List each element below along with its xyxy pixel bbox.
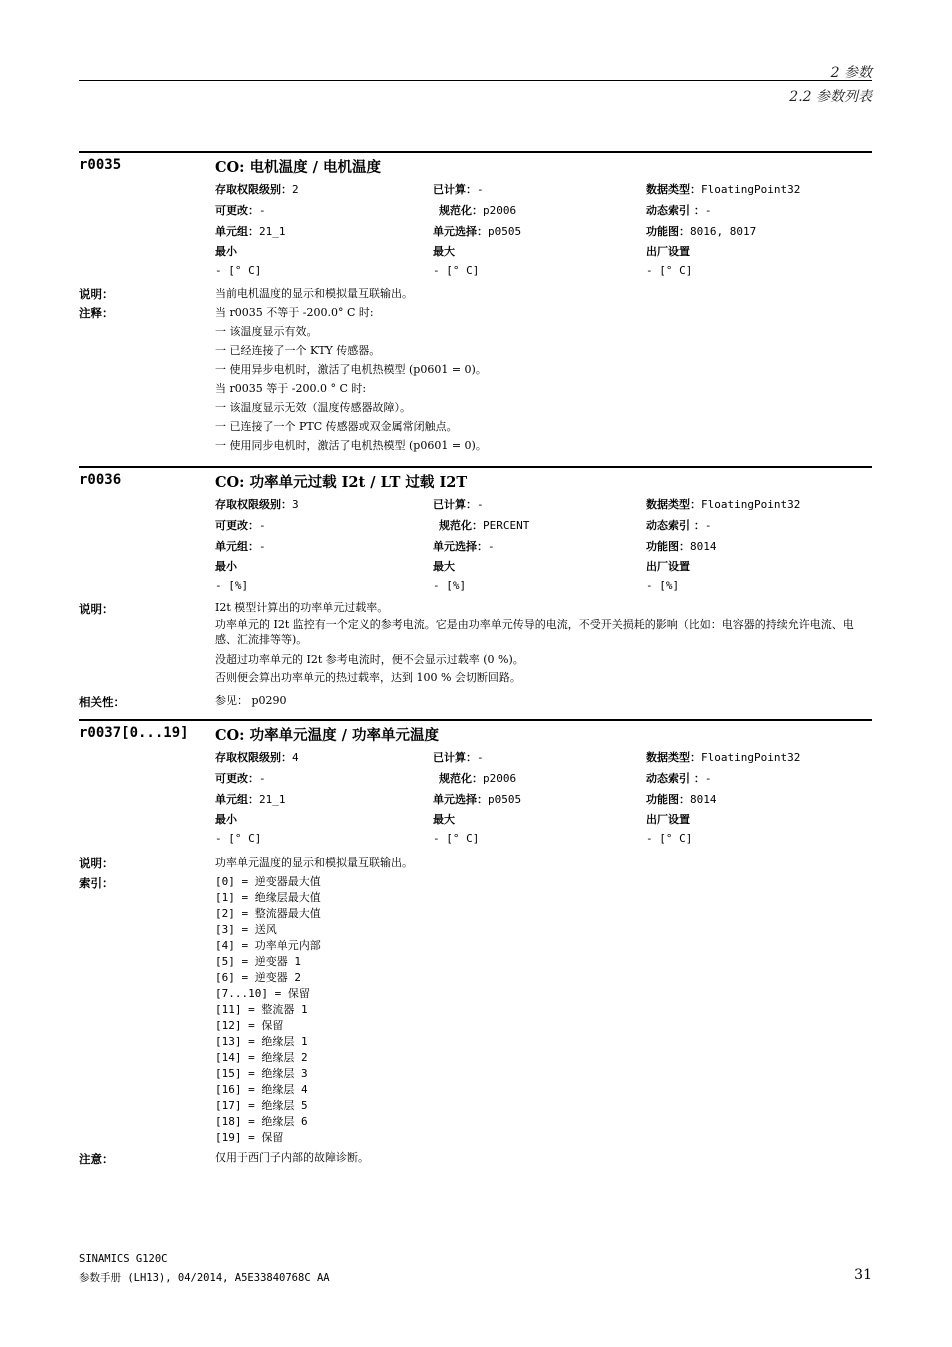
desc-text bbox=[215, 599, 875, 687]
note-line: 一 使用同步电机时，激活了电机热模型 (p0601 = 0)。 bbox=[215, 439, 487, 452]
unitsel-label: 单元选择： bbox=[433, 540, 488, 553]
unitsel-value: p0505 bbox=[488, 225, 522, 238]
depend-text bbox=[215, 691, 875, 710]
funcdiag-label: 功能图： bbox=[646, 540, 690, 553]
min-label: 最小 bbox=[215, 813, 237, 826]
min-value: - [° C] bbox=[215, 832, 262, 845]
datatype-value: FloatingPoint32 bbox=[701, 183, 801, 196]
dynindex-label: 动态索引 ： bbox=[646, 772, 705, 785]
unitgroup-label: 单元组： bbox=[215, 225, 259, 238]
note-line: 一 该温度显示有效。 bbox=[215, 325, 318, 338]
dynindex-label: 动态索引 ： bbox=[646, 519, 705, 532]
desc-line: 没超过功率单元的 I2t 参考电流时，便不会显示过载率 (0 %)。 bbox=[215, 653, 524, 666]
scaling-value: PERCENT bbox=[483, 519, 530, 532]
computed-value: - bbox=[477, 498, 484, 511]
dynindex-value: - bbox=[704, 204, 712, 217]
desc-line: I2t 模型计算出的功率单元过载率。 bbox=[215, 601, 389, 614]
notice-line: 仅用于西门子内部的故障诊断。 bbox=[215, 1151, 369, 1164]
scaling-label: 规范化： bbox=[439, 772, 483, 785]
desc-line: 功率单元的 I2t 监控有一个定义的参考电流。它是由功率单元传导的电流，不受开关损耗的影响（比如：电容器的持续允许电流、电感、汇流排等等)。 bbox=[215, 618, 854, 646]
dynindex-value: - bbox=[704, 519, 712, 532]
funcdiag-label: 功能图： bbox=[646, 793, 690, 806]
scaling-value: p2006 bbox=[483, 204, 517, 217]
header-section: 2.2 参数列表 bbox=[789, 89, 872, 105]
scaling-label: 规范化： bbox=[439, 519, 483, 532]
unitgroup-value: 21_1 bbox=[259, 225, 286, 238]
factory-value: - [° C] bbox=[646, 264, 693, 277]
access-label: 存取权限级别： bbox=[215, 498, 292, 511]
max-label: 最大 bbox=[433, 813, 455, 826]
param-id: r0036 bbox=[79, 472, 122, 488]
dynindex-label: 动态索引 ： bbox=[646, 204, 705, 217]
min-value: - [° C] bbox=[215, 264, 262, 277]
desc-line: 功率单元温度的显示和模拟量互联输出。 bbox=[215, 856, 413, 869]
datatype-value: FloatingPoint32 bbox=[701, 751, 801, 764]
note-label: 注释： bbox=[79, 306, 114, 320]
factory-label: 出厂设置 bbox=[646, 560, 690, 573]
scaling-label: 规范化： bbox=[439, 204, 483, 217]
depend-line: 参见： p0290 bbox=[215, 694, 287, 707]
changeable-value: - bbox=[259, 772, 266, 785]
index-item: [17] = 绝缘层 5 bbox=[215, 1099, 308, 1112]
notice-label: 注意： bbox=[79, 1152, 114, 1166]
index-item: [16] = 绝缘层 4 bbox=[215, 1083, 308, 1096]
access-value: 2 bbox=[292, 183, 299, 196]
footer-product: SINAMICS G120C bbox=[79, 1253, 168, 1265]
max-value: - [%] bbox=[433, 579, 467, 592]
param-id: r0035 bbox=[79, 157, 122, 173]
unitsel-value: - bbox=[488, 540, 495, 553]
index-item: [3] = 送风 bbox=[215, 923, 277, 936]
param-r0037 bbox=[79, 719, 872, 1171]
max-value: - [° C] bbox=[433, 264, 480, 277]
computed-label: 已计算： bbox=[433, 751, 477, 764]
access-value: 3 bbox=[292, 498, 299, 511]
page-number: 31 bbox=[854, 1267, 872, 1283]
index-item: [13] = 绝缘层 1 bbox=[215, 1035, 308, 1048]
funcdiag-value: 8016, 8017 bbox=[690, 225, 757, 238]
unitsel-label: 单元选择： bbox=[433, 793, 488, 806]
index-item: [18] = 绝缘层 6 bbox=[215, 1115, 308, 1128]
index-item: [6] = 逆变器 2 bbox=[215, 971, 301, 984]
computed-value: - bbox=[477, 183, 484, 196]
desc-line: 否则便会算出功率单元的热过载率，达到 100 % 会切断回路。 bbox=[215, 671, 521, 684]
unitgroup-value: 21_1 bbox=[259, 793, 286, 806]
desc-text bbox=[215, 853, 875, 872]
footer bbox=[79, 1250, 330, 1288]
note-line: 一 使用异步电机时，激活了电机热模型 (p0601 = 0)。 bbox=[215, 363, 487, 376]
index-item: [19] = 保留 bbox=[215, 1131, 284, 1144]
unitsel-value: p0505 bbox=[488, 793, 522, 806]
computed-label: 已计算： bbox=[433, 183, 477, 196]
access-value: 4 bbox=[292, 751, 299, 764]
unitgroup-label: 单元组： bbox=[215, 540, 259, 553]
datatype-label: 数据类型： bbox=[646, 183, 701, 196]
param-title: CO: 电机温度 / 电机温度 bbox=[215, 159, 381, 176]
param-title: CO: 功率单元温度 / 功率单元温度 bbox=[215, 727, 439, 744]
param-id: r0037[0...19] bbox=[79, 725, 189, 741]
changeable-label: 可更改： bbox=[215, 519, 259, 532]
scaling-value: p2006 bbox=[483, 772, 517, 785]
computed-label: 已计算： bbox=[433, 498, 477, 511]
note-line: 一 该温度显示无效（温度传感器故障）。 bbox=[215, 401, 411, 414]
datatype-value: FloatingPoint32 bbox=[701, 498, 801, 511]
funcdiag-label: 功能图： bbox=[646, 225, 690, 238]
min-value: - [%] bbox=[215, 579, 249, 592]
unitsel-label: 单元选择： bbox=[433, 225, 488, 238]
note-line: 一 已连接了一个 PTC 传感器或双金属常闭触点。 bbox=[215, 420, 458, 433]
access-label: 存取权限级别： bbox=[215, 751, 292, 764]
depend-label: 相关性： bbox=[79, 695, 125, 709]
desc-text bbox=[215, 284, 875, 303]
note-line: 一 已经连接了一个 KTY 传感器。 bbox=[215, 344, 381, 357]
changeable-value: - bbox=[259, 204, 266, 217]
funcdiag-value: 8014 bbox=[690, 793, 717, 806]
notice-text bbox=[215, 1148, 875, 1167]
access-label: 存取权限级别： bbox=[215, 183, 292, 196]
note-line: 当 r0035 等于 -200.0 ° C 时: bbox=[215, 382, 367, 395]
note-line: 当 r0035 不等于 -200.0° C 时: bbox=[215, 306, 374, 319]
index-item: [15] = 绝缘层 3 bbox=[215, 1067, 308, 1080]
header-chapter: 2 参数 bbox=[830, 65, 872, 81]
computed-value: - bbox=[477, 751, 484, 764]
max-label: 最大 bbox=[433, 560, 455, 573]
index-item: [5] = 逆变器 1 bbox=[215, 955, 301, 968]
index-item: [1] = 绝缘层最大值 bbox=[215, 891, 321, 904]
index-item: [11] = 整流器 1 bbox=[215, 1003, 308, 1016]
desc-line: 当前电机温度的显示和模拟量互联输出。 bbox=[215, 287, 413, 300]
footer-manual: 参数手册 (LH13), 04/2014, A5E33840768C AA bbox=[79, 1272, 330, 1284]
header-rule bbox=[79, 80, 872, 81]
min-label: 最小 bbox=[215, 560, 237, 573]
changeable-value: - bbox=[259, 519, 266, 532]
param-r0036 bbox=[79, 466, 872, 718]
datatype-label: 数据类型： bbox=[646, 751, 701, 764]
factory-value: - [° C] bbox=[646, 832, 693, 845]
funcdiag-value: 8014 bbox=[690, 540, 717, 553]
factory-label: 出厂设置 bbox=[646, 813, 690, 826]
unitgroup-label: 单元组： bbox=[215, 793, 259, 806]
index-item: [4] = 功率单元内部 bbox=[215, 939, 321, 952]
max-label: 最大 bbox=[433, 245, 455, 258]
datatype-label: 数据类型： bbox=[646, 498, 701, 511]
desc-label: 说明： bbox=[79, 856, 114, 870]
min-label: 最小 bbox=[215, 245, 237, 258]
index-label: 索引： bbox=[79, 876, 114, 890]
param-title: CO: 功率单元过载 I2t / LT 过载 I2T bbox=[215, 474, 468, 491]
index-item: [0] = 逆变器最大值 bbox=[215, 875, 321, 888]
factory-value: - [%] bbox=[646, 579, 680, 592]
desc-label: 说明： bbox=[79, 602, 114, 616]
changeable-label: 可更改： bbox=[215, 204, 259, 217]
dynindex-value: - bbox=[704, 772, 712, 785]
unitgroup-value: - bbox=[259, 540, 266, 553]
index-item: [14] = 绝缘层 2 bbox=[215, 1051, 308, 1064]
changeable-label: 可更改： bbox=[215, 772, 259, 785]
desc-label: 说明： bbox=[79, 287, 114, 301]
index-item: [12] = 保留 bbox=[215, 1019, 284, 1032]
max-value: - [° C] bbox=[433, 832, 480, 845]
index-list bbox=[215, 874, 875, 1146]
index-item: [7...10] = 保留 bbox=[215, 987, 310, 1000]
index-item: [2] = 整流器最大值 bbox=[215, 907, 321, 920]
note-text bbox=[215, 303, 875, 455]
param-r0035 bbox=[79, 151, 872, 463]
factory-label: 出厂设置 bbox=[646, 245, 690, 258]
